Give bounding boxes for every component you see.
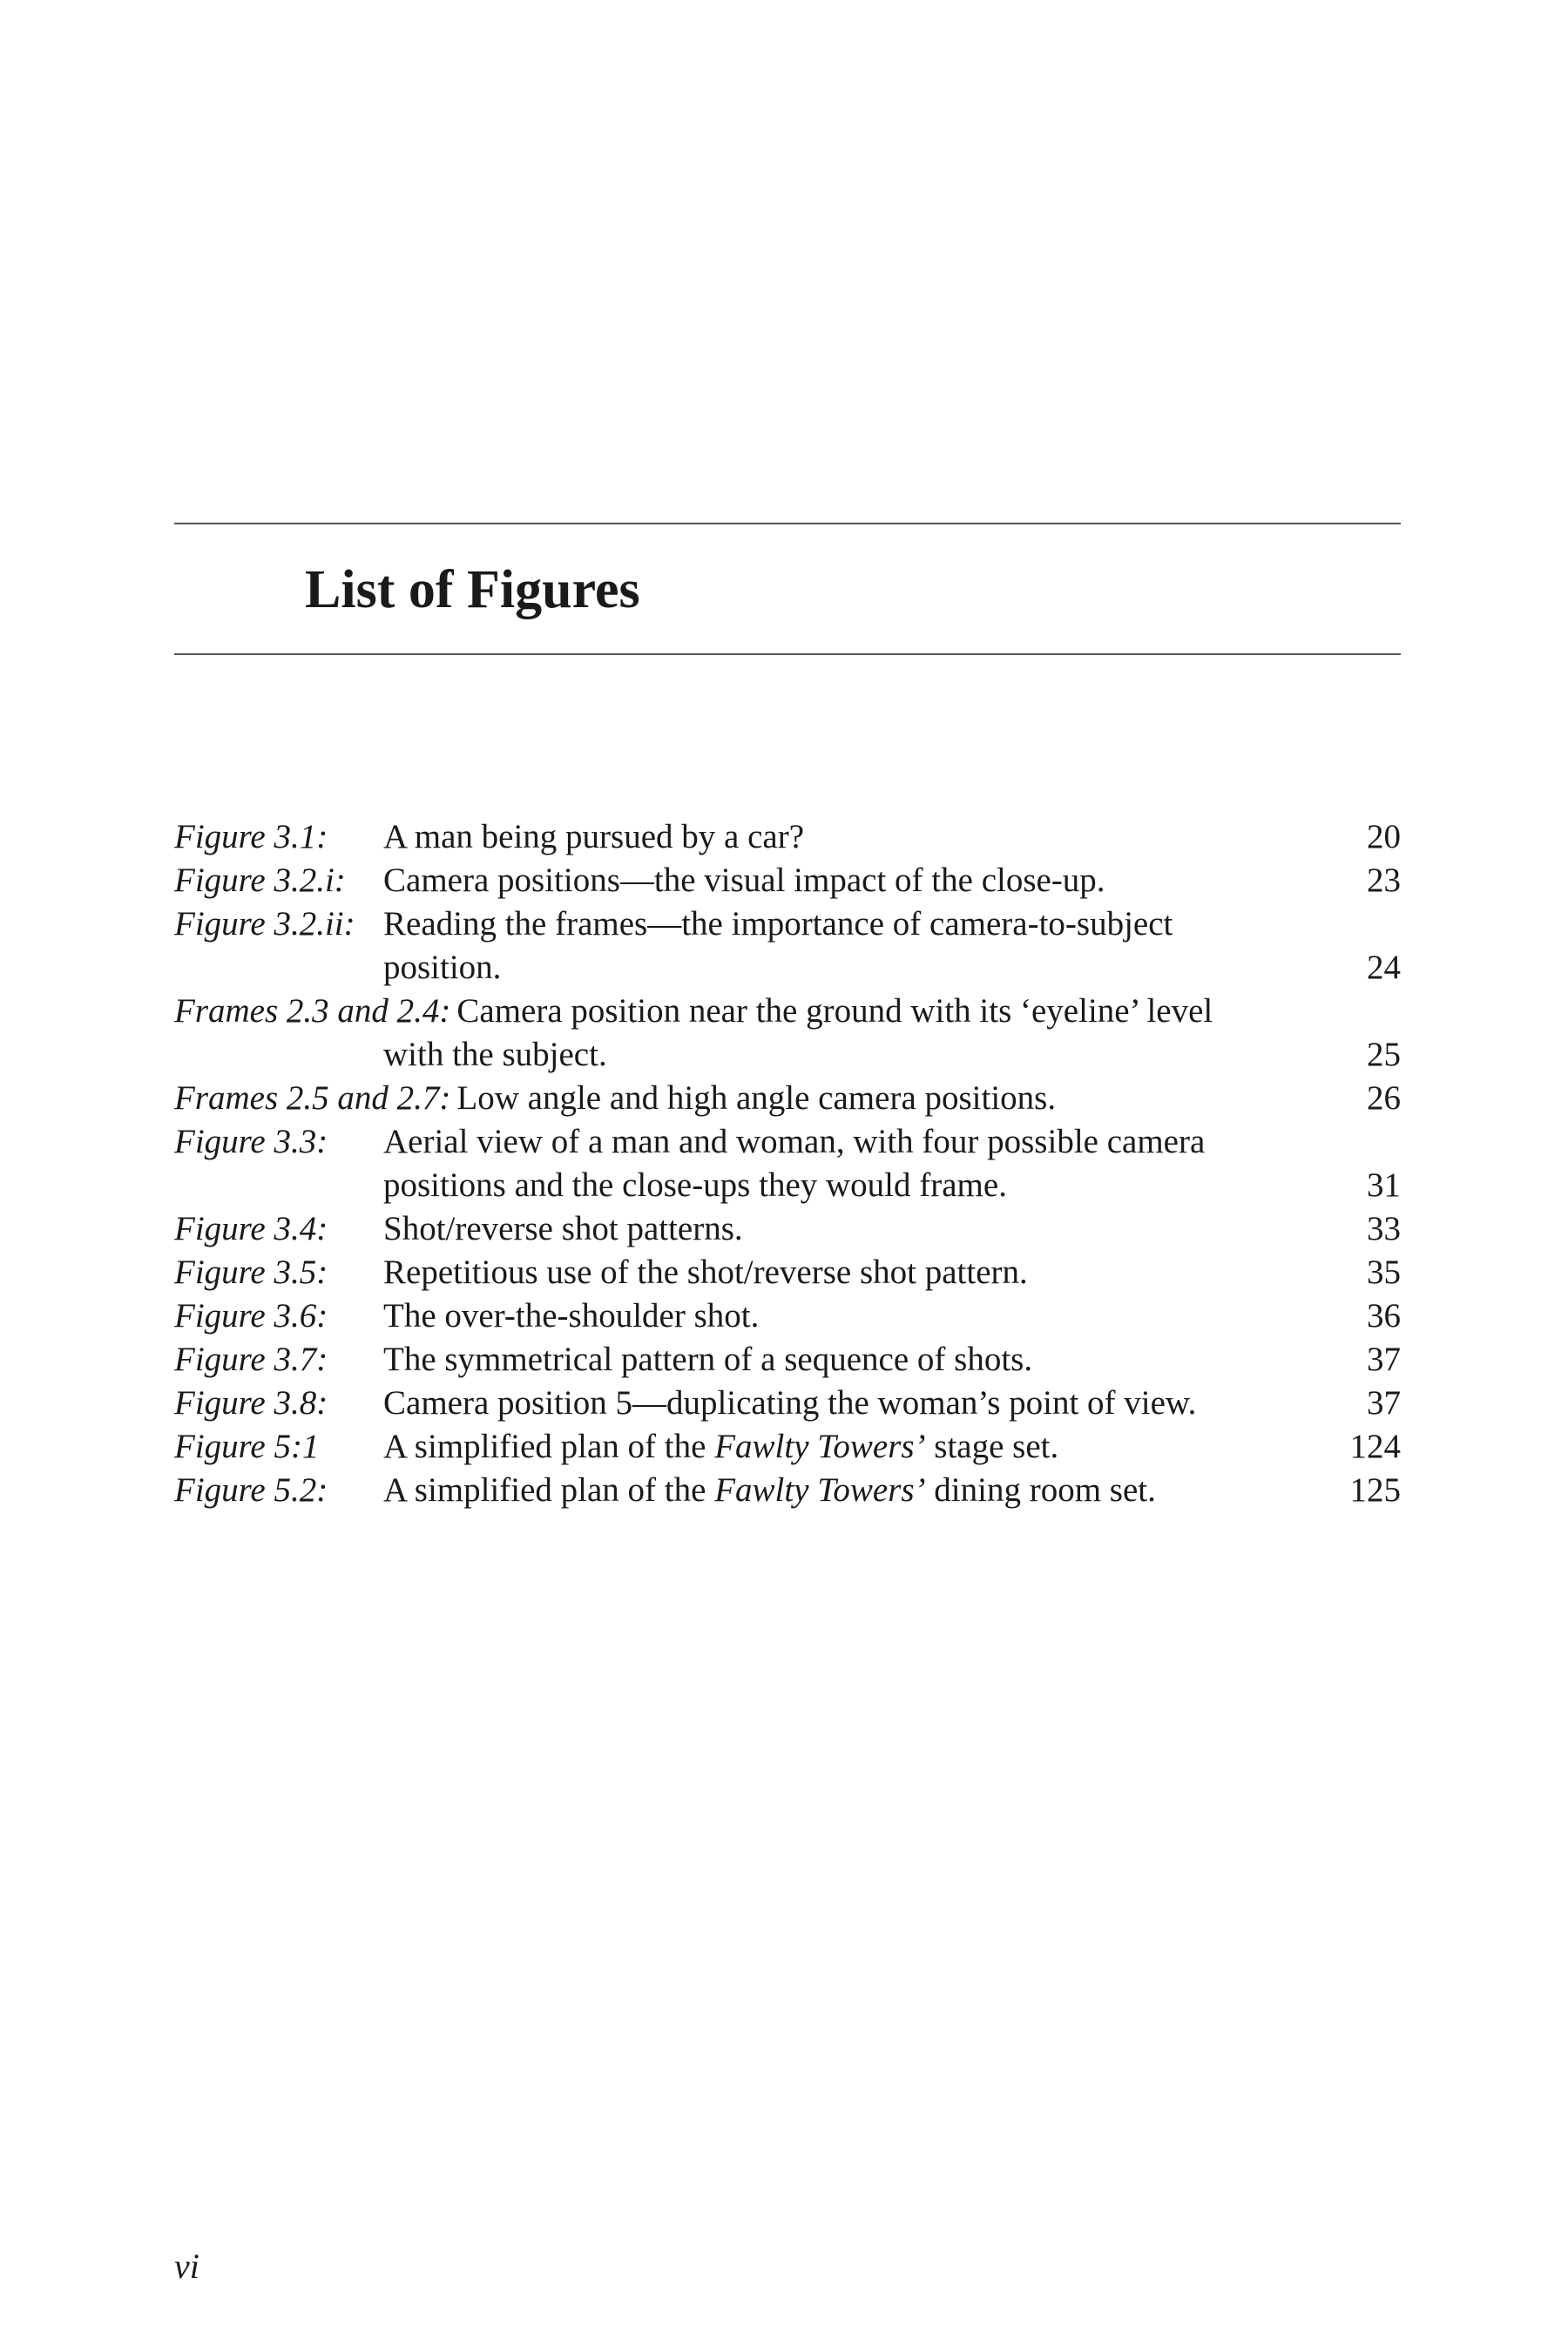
figure-list <box>174 815 1401 1512</box>
figure-entry <box>174 902 1401 990</box>
entry-line <box>174 1207 1401 1251</box>
figure-caption: Camera position 5—duplicating the woman’s point of view. <box>383 1384 1197 1422</box>
figure-caption: Repetitious use of the shot/reverse shot pattern. <box>383 1254 1028 1291</box>
figure-entry <box>174 1469 1401 1512</box>
figure-caption: The symmetrical pattern of a sequence of shots. <box>383 1341 1033 1378</box>
entry-line <box>174 902 1401 946</box>
figure-page-number: 124 <box>1349 1428 1401 1465</box>
entry-line <box>174 1251 1401 1294</box>
caption-title-italic: Fawlty Towers’ <box>714 1471 926 1509</box>
figure-page-number: 35 <box>1367 1254 1401 1291</box>
entry-line <box>174 1077 1401 1120</box>
entry-line <box>174 1033 1401 1077</box>
figure-entry <box>174 1207 1401 1251</box>
figure-label: Figure 3.7: <box>174 1341 328 1378</box>
caption-title-italic: Fawlty Towers’ <box>714 1428 926 1465</box>
entry-line <box>174 1164 1401 1207</box>
figure-caption <box>383 1469 1156 1512</box>
figure-entry <box>174 859 1401 902</box>
entry-line <box>174 1469 1401 1512</box>
figure-page-number: 125 <box>1349 1471 1401 1509</box>
caption-text: A simplified plan of the <box>383 1428 715 1465</box>
figure-page-number: 37 <box>1367 1341 1401 1378</box>
figure-entry <box>174 815 1401 859</box>
entry-line <box>174 815 1401 859</box>
figure-page-number: 37 <box>1367 1384 1401 1422</box>
entry-line <box>174 946 1401 990</box>
figure-caption: Aerial view of a man and woman, with four possible camera <box>383 1123 1206 1160</box>
bottom-rule <box>174 653 1401 655</box>
figure-caption: A man being pursued by a car? <box>383 818 805 855</box>
top-rule <box>174 523 1401 524</box>
figure-entry <box>174 1425 1401 1469</box>
figure-entry <box>174 1294 1401 1338</box>
figure-caption <box>383 1425 1058 1469</box>
figure-entry <box>174 1251 1401 1294</box>
figure-page-number: 24 <box>1367 949 1401 986</box>
caption-text: A simplified plan of the <box>383 1471 715 1509</box>
page-title: List of Figures <box>305 560 640 619</box>
figure-caption: position. <box>383 949 502 986</box>
entry-line <box>174 990 1401 1033</box>
figure-label: Frames 2.3 and 2.4: <box>174 992 451 1030</box>
figure-caption: Camera position near the ground with its ‘eyeline’ level <box>456 992 1213 1030</box>
caption-text: stage set. <box>925 1428 1059 1465</box>
figure-page-number: 20 <box>1367 818 1401 855</box>
figure-entry <box>174 1077 1401 1120</box>
figure-caption: positions and the close-ups they would frame. <box>383 1166 1007 1204</box>
figure-label: Figure 3.1: <box>174 818 328 855</box>
figure-label: Frames 2.5 and 2.7: <box>174 1079 451 1117</box>
figure-label: Figure 3.3: <box>174 1123 328 1160</box>
figure-caption: with the subject. <box>383 1036 607 1073</box>
figure-page-number: 25 <box>1367 1036 1401 1073</box>
figure-label: Figure 3.2.ii: <box>174 905 355 943</box>
figure-page-number: 26 <box>1367 1079 1401 1117</box>
entry-line <box>174 1338 1401 1382</box>
figure-entry <box>174 1120 1401 1207</box>
caption-text: dining room set. <box>925 1471 1156 1509</box>
entry-line <box>174 1382 1401 1425</box>
figure-entry <box>174 1382 1401 1425</box>
figure-page-number: 36 <box>1367 1297 1401 1335</box>
page-number: vi <box>174 2247 199 2286</box>
entry-line <box>174 1120 1401 1164</box>
figure-label: Figure 5:1 <box>174 1428 320 1465</box>
figure-page-number: 33 <box>1367 1210 1401 1247</box>
figure-label: Figure 3.5: <box>174 1254 328 1291</box>
figure-label: Figure 3.8: <box>174 1384 328 1422</box>
figure-caption: Low angle and high angle camera positions. <box>456 1079 1057 1117</box>
figure-label: Figure 3.2.i: <box>174 862 346 899</box>
entry-line <box>174 859 1401 902</box>
figure-label: Figure 3.6: <box>174 1297 328 1335</box>
figure-caption: Camera positions—the visual impact of the close-up. <box>383 862 1105 899</box>
figure-caption: Reading the frames—the importance of camera-to-subject <box>383 905 1173 943</box>
figure-page-number: 31 <box>1367 1166 1401 1204</box>
figure-label: Figure 5.2: <box>174 1471 328 1509</box>
entry-line <box>174 1425 1401 1469</box>
figure-entry <box>174 990 1401 1077</box>
figure-entry <box>174 1338 1401 1382</box>
figure-caption: The over-the-shoulder shot. <box>383 1297 760 1335</box>
figure-caption: Shot/reverse shot patterns. <box>383 1210 743 1247</box>
figure-label: Figure 3.4: <box>174 1210 328 1247</box>
entry-line <box>174 1294 1401 1338</box>
figure-page-number: 23 <box>1367 862 1401 899</box>
